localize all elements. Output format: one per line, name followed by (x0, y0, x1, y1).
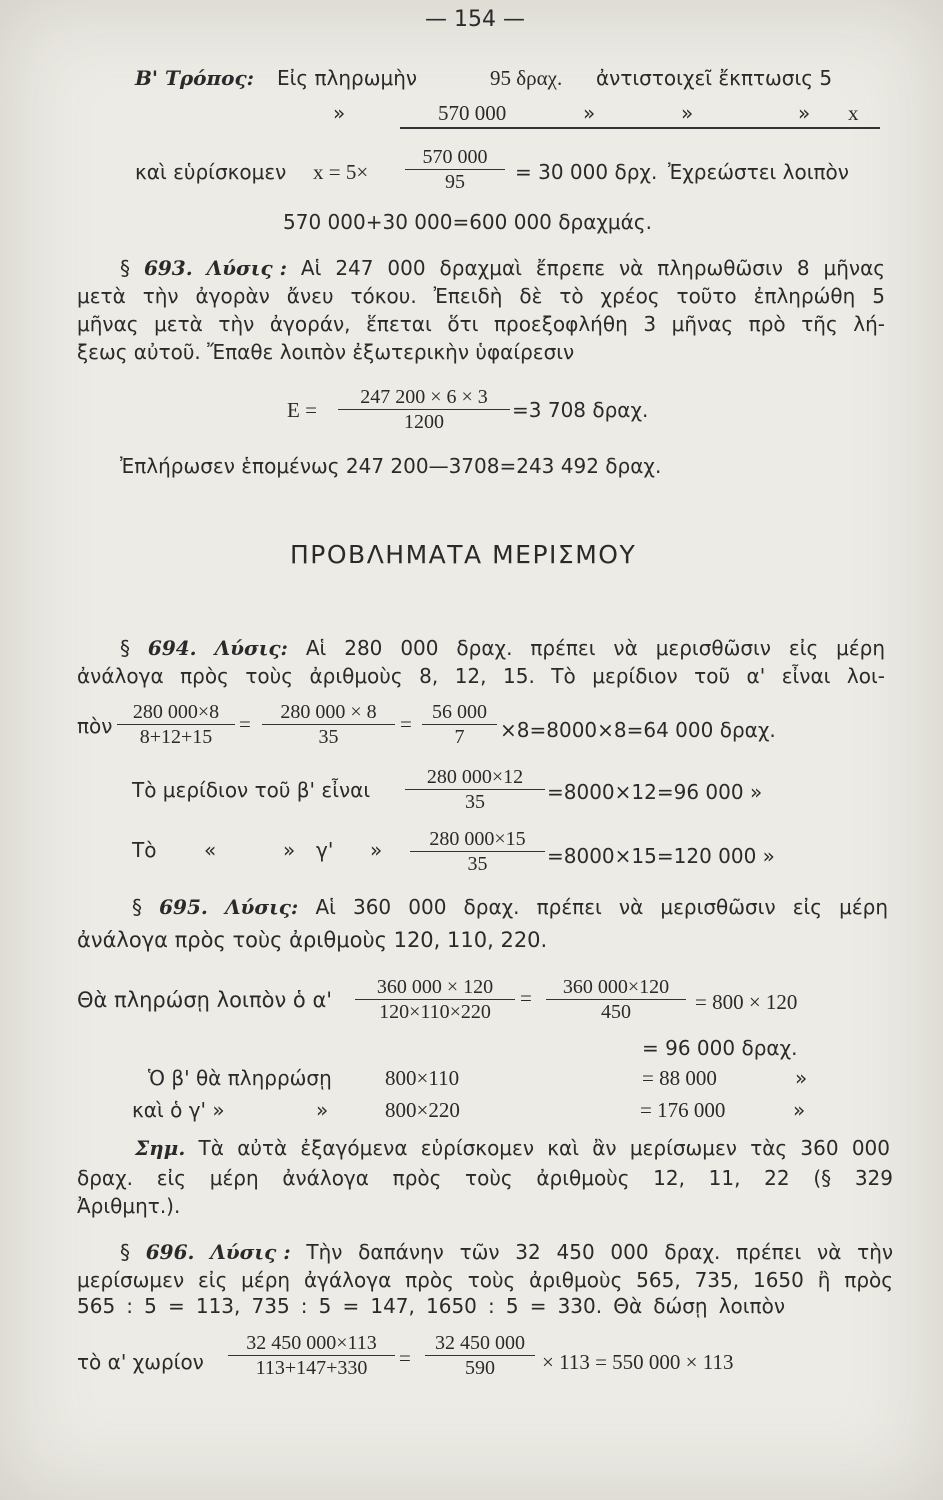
fraction-numerator: 247 200 × 6 × 3 (338, 386, 510, 410)
ditto-mark: » (681, 101, 694, 125)
section-number: 693. (143, 256, 193, 280)
s694-share-a-fraction-2 (262, 701, 395, 748)
section-sign: § (120, 636, 130, 660)
s695-note-line-1 (135, 1136, 890, 1160)
page-number: — 154 — (425, 7, 525, 32)
s694-share-c-fraction (410, 828, 545, 875)
s695-share-b-result: = 88 000 (642, 1066, 717, 1090)
s696-line-1 (120, 1240, 893, 1264)
fraction-denominator: 35 (467, 853, 488, 875)
s694-share-c-lead: Τὸ (132, 838, 157, 862)
ditto-mark: » (283, 838, 296, 862)
s695-share-b-expr: 800×110 (385, 1066, 460, 1090)
s696-line-2: μερίσωμεν εἰς μέρη ἀγάλογα πρὸς τοὺς ἀριθμοὺς 565, 735, 1650 ἢ πρὸς (77, 1268, 893, 1292)
section-number: 695. (159, 895, 208, 919)
method-b-intro-rest: ἀντιστοιχεῖ ἔκπτωσις 5 (596, 66, 833, 90)
s694-share-a-fraction-1 (117, 701, 235, 748)
fraction-numerator: 570 000 (405, 146, 505, 170)
section-sign: § (120, 256, 130, 280)
paragraph-text: Αἱ 360 000 δραχ. πρέπει νὰ μερισθῶσιν εἰς μέρη (315, 895, 889, 919)
fraction-denominator: 35 (465, 791, 485, 813)
s693-line-1 (120, 256, 885, 280)
method-b-intro: Εἰς πληρωμὴν (277, 66, 418, 90)
fraction-denominator: 95 (445, 171, 465, 193)
solution-label: Λύσις : (210, 1240, 291, 1264)
s694-share-a-lead: πὸν (77, 714, 113, 738)
method-b-label: Β' Τρόπος: (135, 66, 255, 90)
s695-line-2: ἀνάλογα πρὸς τοὺς ἀριθμοὺς 120, 110, 220. (77, 928, 548, 952)
ditto-mark: » (316, 1098, 329, 1122)
paragraph-text: Τὴν δαπάνην τῶν 32 450 000 δραχ. πρέπει νὰ τὴν (306, 1240, 894, 1264)
fraction-denominator: 8+12+15 (139, 726, 213, 748)
method-b-fraction (405, 146, 505, 193)
fraction-numerator: 32 450 000 (425, 1332, 535, 1356)
fraction-denominator: 35 (318, 726, 339, 748)
s695-share-c-expr: 800×220 (385, 1098, 460, 1122)
s693-line-4: ξεως αὐτοῦ. Ἔπαθε λοιπὸν ἐξωτερικὴν ὑφαίρεσιν (77, 340, 575, 364)
s694-line-2: ἀνάλογα πρὸς τοὺς ἀριθμοὺς 8, 12, 15. Τὸ μερίδιον τοῦ α' εἶναι λοι- (77, 664, 885, 688)
equals-sign: = (400, 712, 412, 736)
fraction-denominator: 450 (601, 1001, 631, 1023)
method-b-find-result: = 30 000 δρχ. (515, 160, 658, 184)
ditto-mark: » (370, 838, 383, 862)
s695-share-a-result: = 800 × 120 (695, 990, 798, 1014)
method-b-find-expr: x = 5× (313, 160, 369, 184)
s694-share-b-fraction (405, 766, 545, 813)
fraction-numerator: 280 000×12 (405, 766, 545, 790)
s693-line-2: μετὰ τὴν ἀγορὰν ἄνευ τόκου. Ἐπειδὴ δὲ τὸ χρέος τοῦτο ἐπληρώθη 5 (77, 284, 885, 308)
s695-share-c-result: = 176 000 (640, 1098, 726, 1122)
fraction-numerator: 280 000×15 (410, 828, 545, 852)
equals-sign: = (520, 986, 532, 1010)
section-number: 696. (145, 1240, 195, 1264)
fraction-numerator: 32 450 000×113 (228, 1332, 395, 1356)
section-heading: ΠΡΟΒΛΗΜΑΤΑ ΜΕΡΙΣΜΟΥ (290, 540, 637, 569)
fraction-numerator: 280 000 × 8 (262, 701, 395, 725)
s695-note-line-2: δραχ. εἰς μέρη ἀνάλογα πρὸς τοὺς ἀριθμοὺς 12, 11, 22 (§ 329 (77, 1166, 893, 1190)
ditto-mark: » (583, 101, 596, 125)
method-b-row-amount: 570 000 (438, 101, 507, 125)
fraction-denominator: 120×110×220 (379, 1001, 491, 1023)
fraction-denominator: 1200 (404, 411, 444, 433)
paragraph-text: Τὰ αὐτὰ ἐξαγόμενα εὑρίσκομεν καὶ ἂν μερίσωμεν τὰς 360 000 (198, 1136, 890, 1160)
proportion-rule (400, 127, 880, 129)
s694-share-b-lead: Τὸ μερίδιον τοῦ β' εἶναι (132, 778, 371, 802)
s694-share-b-result: =8000×12=96 000 » (547, 780, 763, 804)
s693-formula-lhs: E = (287, 398, 317, 422)
s695-share-a-fraction-1 (355, 976, 515, 1023)
s696-share-a-fraction-2 (425, 1332, 535, 1379)
s696-line-3: 565 : 5 = 113, 735 : 5 = 147, 1650 : 5 = 330. Θὰ δώσῃ λοιπὸν (77, 1294, 785, 1318)
ditto-mark: » (795, 1066, 808, 1090)
s696-share-a-lead: τὸ α' χωρίον (77, 1350, 204, 1374)
fraction-numerator: 360 000×120 (546, 976, 686, 1000)
s695-share-a-result-2: = 96 000 δραχ. (642, 1036, 798, 1060)
fraction-numerator: 280 000×8 (117, 701, 235, 725)
s696-share-a-result: × 113 = 550 000 × 113 (542, 1350, 734, 1374)
fraction-numerator: 56 000 (422, 701, 497, 725)
equals-sign: = (239, 712, 251, 736)
s693-formula-rhs: =3 708 δραχ. (512, 398, 649, 422)
s694-line-1 (120, 636, 885, 660)
paragraph-text: Αἱ 280 000 δραχ. πρέπει νὰ μερισθῶσιν εἰς μέρη (305, 636, 886, 660)
equals-sign: = (399, 1346, 411, 1370)
method-b-find-tail: Ἐχρεώστει λοιπὸν (668, 160, 849, 184)
solution-label: Λύσις : (206, 256, 287, 280)
note-label: Σημ. (135, 1136, 186, 1160)
fraction-denominator: 590 (465, 1357, 495, 1379)
s695-share-c-lead: καὶ ὁ γ' » (132, 1098, 225, 1122)
s696-share-a-fraction-1 (228, 1332, 395, 1379)
s695-share-b-lead: Ὁ β' θὰ πληρρώσῃ (148, 1066, 332, 1090)
paragraph-text: Αἱ 247 000 δραχμαὶ ἔπρεπε νὰ πληρωθῶσιν 8 μῆνας (300, 256, 886, 280)
s694-share-c-result: =8000×15=120 000 » (547, 844, 775, 868)
s694-share-a-result: ×8=8000×8=64 000 δραχ. (500, 718, 776, 742)
method-b-intro-amount: 95 δραχ. (490, 66, 563, 90)
section-number: 694. (147, 636, 197, 660)
s695-share-a-fraction-2 (546, 976, 686, 1023)
s694-share-c-part: γ' (316, 838, 334, 862)
s695-note-line-3: Ἀριθμητ.). (77, 1194, 181, 1218)
ditto-mark: » (333, 101, 346, 125)
s693-conclusion: Ἐπλήρωσεν ἑπομένως 247 200—3708=243 492 δραχ. (120, 454, 662, 478)
fraction-denominator: 113+147+330 (255, 1357, 368, 1379)
s693-line-3: μῆνας μετὰ τὴν ἀγοράν, ἕπεται ὅτι προεξοφλήθη 3 μῆνας πρὸ τῆς λή- (77, 312, 885, 336)
ditto-mark: « (204, 838, 217, 862)
fraction-numerator: 360 000 × 120 (355, 976, 515, 1000)
section-sign: § (132, 895, 142, 919)
ditto-mark: » (798, 101, 811, 125)
method-b-total: 570 000+30 000=600 000 δραχμάς. (283, 210, 652, 234)
s694-share-a-fraction-3 (422, 701, 497, 748)
fraction-denominator: 7 (454, 726, 465, 748)
solution-label: Λύσις: (224, 895, 299, 919)
s695-share-a-lead: Θὰ πληρώσῃ λοιπὸν ὁ α' (77, 988, 333, 1012)
method-b-find-lead: καὶ εὑρίσκομεν (135, 160, 287, 184)
s693-formula-fraction (338, 386, 510, 433)
solution-label: Λύσις: (214, 636, 288, 660)
ditto-mark: » (793, 1098, 806, 1122)
section-sign: § (120, 1240, 130, 1264)
s695-line-1 (132, 895, 888, 919)
method-b-row-unknown: x (848, 101, 859, 125)
